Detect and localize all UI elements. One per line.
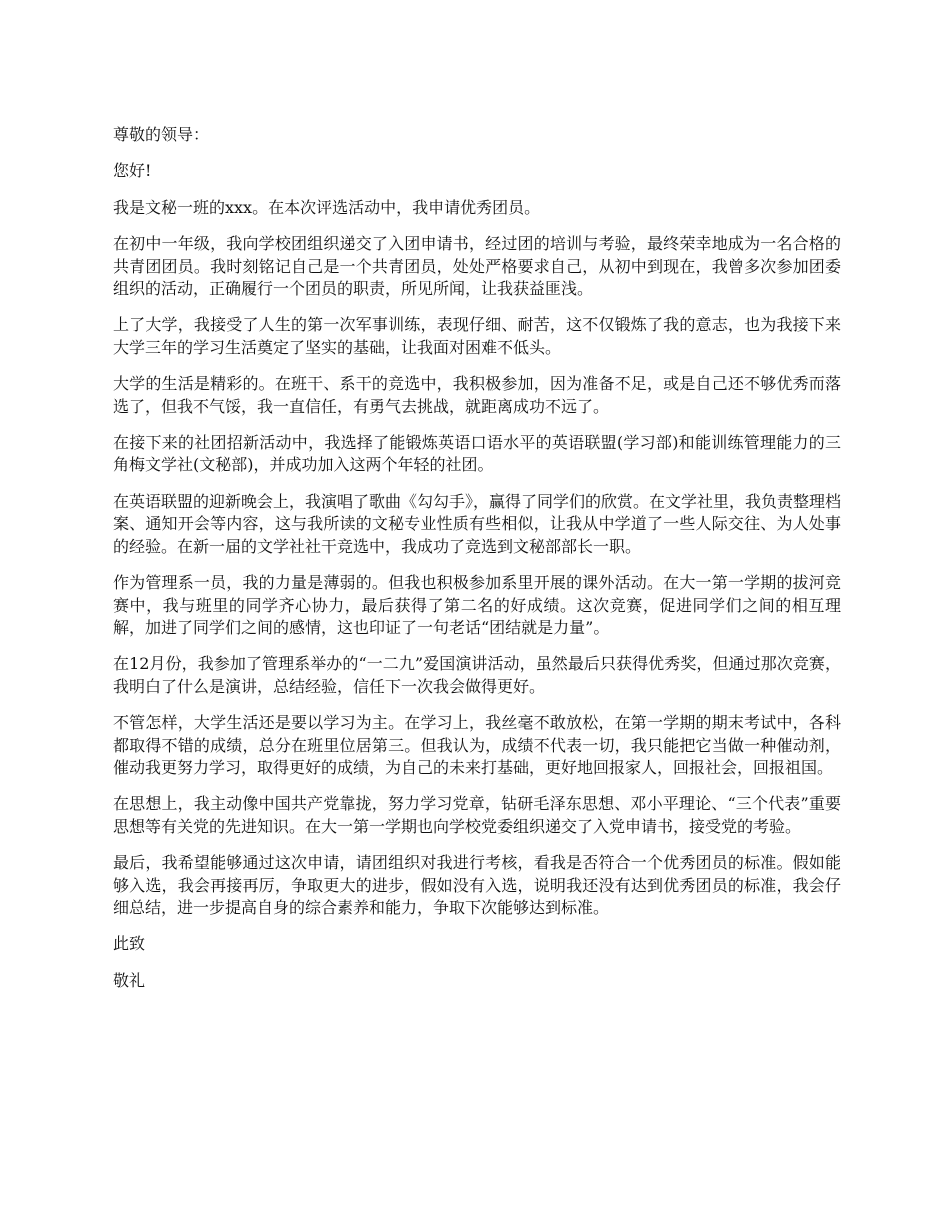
letter-body [113,124,841,1006]
closing-1: 此致 [113,934,146,954]
salutation: 尊敬的领导： [113,125,210,144]
paragraph-department-activities: 作为管理系一员，我的力量是薄弱的。但我也积极参加系里开展的课外活动。在大一第一学期的拔河竞赛中，我与班里的同学齐心协力，最后获得了第二名的好成绩。这次竞赛，促进同学们之间的相互理解，加进了同学们之间的感情，这也印证了一句老话“团结就是力量”。 [113,573,841,637]
paragraph-conclusion: 最后，我希望能够通过这次申请，请团组织对我进行考核，看我是否符合一个优秀团员的标准。假如能够入选，我会再接再厉，争取更大的进步，假如没有入选，说明我还没有达到优秀团员的标准，我会仔细总结，进一步提高自身的综合素养和能力，争取下次能够达到标准。 [113,853,841,917]
paragraph-clubs: 在接下来的社团招新活动中，我选择了能锻炼英语口语水平的英语联盟(学习部)和能训练管理能力的三角梅文学社(文秘部)，并成功加入这两个年轻的社团。 [113,433,841,475]
paragraph-intro: 我是文秘一班的xxx。在本次评选活动中，我申请优秀团员。 [113,197,541,217]
paragraph-college-life: 大学的生活是精彩的。在班干、系干的竞选中，我积极参加，因为准备不足，或是自己还不够优秀而落选了，但我不气馁，我一直信任，有勇气去挑战，就距离成功不远了。 [113,374,841,416]
paragraph-military-training: 上了大学，我接受了人生的第一次军事训练，表现仔细、耐苦，这不仅锻炼了我的意志，也为我接下来大学三年的学习生活奠定了坚实的基础，让我面对困难不低头。 [113,315,841,357]
greeting: 您好! [113,161,152,181]
paragraph-study: 不管怎样，大学生活还是要以学习为主。在学习上，我丝毫不敢放松，在第一学期的期末考试中，各科都取得不错的成绩，总分在班里位居第三。但我认为，成绩不代表一切，我只能把它当做一种催动剂，催动我更努力学习，取得更好的成绩，为自己的未来打基础，更好地回报家人，回报社会，回报祖国。 [113,713,841,777]
closing-2: 敬礼 [113,970,146,990]
paragraph-ideology: 在思想上，我主动像中国共产党靠拢，努力学习党章，钻研毛泽东思想、邓小平理论、“三个代表”重要思想等有关党的先进知识。在大一第一学期也向学校党委组织递交了入党申请书，接受党的考验。 [113,794,841,836]
paragraph-english-league: 在英语联盟的迎新晚会上，我演唱了歌曲《勾勾手》，赢得了同学们的欣赏。在文学社里，我负责整理档案、通知开会等内容，这与我所读的文秘专业性质有些相似，让我从中学道了一些人际交往、为人处事的经验。在新一届的文学社社干竞选中，我成功了竞选到文秘部部长一职。 [113,491,842,556]
paragraph-league-join: 在初中一年级，我向学校团组织递交了入团申请书，经过团的培训与考验，最终荣幸地成为一名合格的共青团团员。我时刻铭记自己是一个共青团员，处处严格要求自己，从初中到现在，我曾多次参加团委组织的活动，正确履行一个团员的职责，所见所闻，让我获益匪浅。 [113,234,841,299]
paragraph-speech-contest: 在12月份，我参加了管理系举办的“一二九”爱国演讲活动，虽然最后只获得优秀奖，但通过那次竞赛，我明白了什么是演讲，总结经验，信任下一次我会做得更好。 [113,654,841,696]
